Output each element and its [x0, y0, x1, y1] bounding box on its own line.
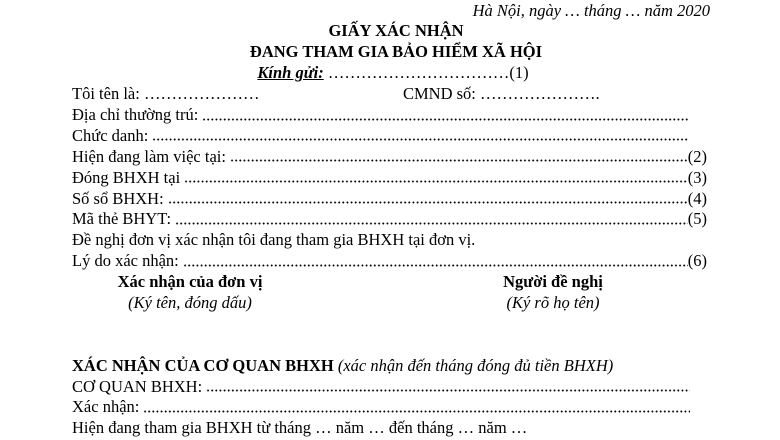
- section-heading-note: (xác nhận đến tháng đóng đủ tiền BHXH): [337, 355, 614, 375]
- field-marker: (3): [687, 167, 707, 187]
- field-label: Mã thẻ BHYT:: [72, 209, 172, 229]
- applicant-signature-title: Người đề nghị: [503, 272, 603, 292]
- field-label: Địa chỉ thường trú:: [72, 104, 199, 124]
- field-confirmation: [72, 397, 690, 418]
- id-leader: ………………….: [480, 84, 600, 104]
- field-label: CƠ QUAN BHXH:: [72, 376, 203, 396]
- field-insurance-paid-at: [72, 168, 707, 189]
- dot-leader: [152, 138, 688, 141]
- name-leader: …………………: [143, 84, 260, 104]
- field-marker: (6): [687, 251, 707, 271]
- signature-space: [0, 314, 780, 335]
- recipient-leader: ……………………………: [327, 63, 510, 83]
- name-id-line: [72, 84, 780, 105]
- field-position: [72, 126, 688, 147]
- field-permanent-address: [72, 105, 688, 126]
- insurance-agency-heading: [72, 356, 780, 377]
- dot-leader: [168, 201, 688, 204]
- field-label: Xác nhận:: [72, 397, 140, 417]
- id-label: CMND số:: [403, 84, 476, 104]
- recipient-line: [72, 63, 714, 84]
- field-label: Số sổ BHXH:: [72, 188, 164, 208]
- unit-signature-title: Xác nhận của đơn vị: [117, 272, 263, 292]
- dot-leader: [184, 180, 688, 183]
- field-label: Lý do xác nhận:: [72, 251, 179, 271]
- document-subtitle: ĐANG THAM GIA BẢO HIỂM XÃ HỘI: [249, 42, 543, 62]
- id-field: [403, 84, 600, 103]
- dot-leader: [230, 159, 688, 162]
- field-label: Hiện đang làm việc tại:: [72, 146, 226, 166]
- signature-space: [0, 335, 780, 356]
- dot-leader: [206, 389, 690, 392]
- field-insurance-agency: [72, 377, 690, 398]
- applicant-signature-note: (Ký rõ họ tên): [506, 292, 600, 312]
- place-date: Hà Nội, ngày … tháng … năm 2020: [472, 0, 710, 20]
- field-label: Chức danh:: [72, 125, 149, 145]
- field-workplace: [72, 147, 707, 168]
- field-label: Đóng BHXH tại: [72, 167, 181, 187]
- signature-titles: [0, 272, 780, 293]
- unit-signature-note: (Ký tên, đóng dấu): [128, 292, 252, 312]
- name-label: Tôi tên là:: [72, 84, 140, 104]
- field-marker: (2): [687, 146, 707, 166]
- section-heading: XÁC NHẬN CỦA CƠ QUAN BHXH: [72, 355, 334, 375]
- request-text: Đề nghị đơn vị xác nhận tôi đang tham gia BHXH tại đơn vị.: [72, 230, 476, 250]
- signature-notes: [0, 293, 780, 314]
- document-title: GIẤY XÁC NHẬN: [328, 21, 464, 41]
- dot-leader: [143, 410, 690, 413]
- field-health-card-number: [72, 209, 707, 230]
- participation-period: Hiện đang tham gia BHXH từ tháng … năm … đến tháng … năm …: [72, 418, 528, 438]
- recipient-label: Kính gửi:: [257, 63, 324, 83]
- field-marker: (4): [687, 188, 707, 208]
- field-reason: [72, 251, 707, 272]
- field-insurance-book-number: [72, 189, 707, 210]
- dot-leader: [183, 264, 688, 267]
- dot-leader: [175, 222, 688, 225]
- dot-leader: [202, 118, 688, 121]
- field-marker: (5): [687, 209, 707, 229]
- name-field: [72, 84, 403, 105]
- recipient-marker: (1): [509, 63, 529, 83]
